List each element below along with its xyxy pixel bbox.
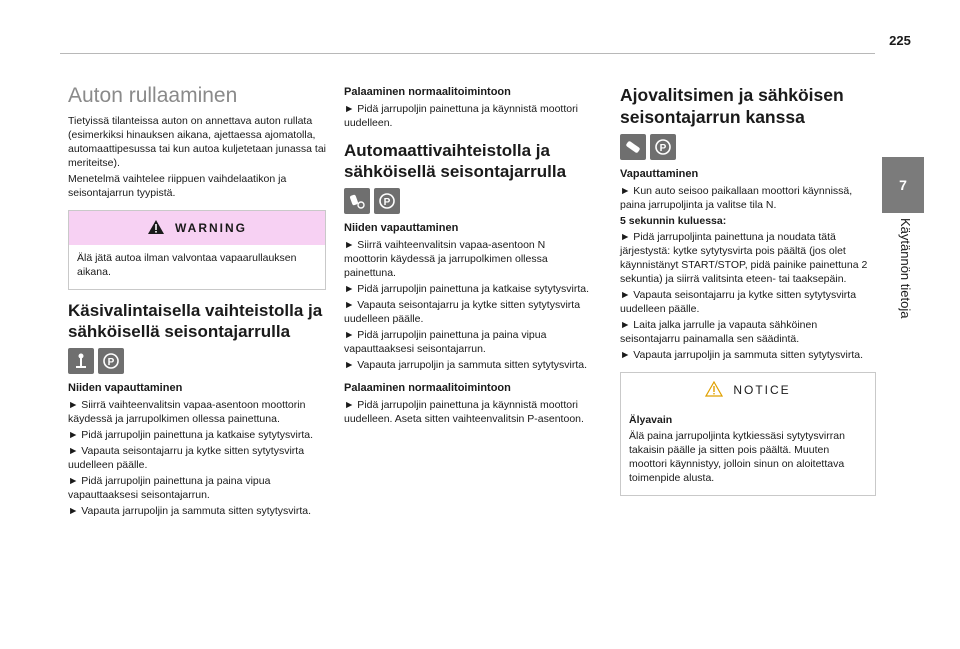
warning-text: Älä jätä autoa ilman valvontaa vapaarullauksen aikana. [77, 252, 297, 278]
section-title: Automaattivaihteistolla ja sähköisellä seisontajarrulla [344, 141, 567, 181]
page-number: 225 [889, 33, 911, 48]
header-rule [60, 53, 875, 54]
subheading: Palaaminen normaalitoimintoon [344, 382, 511, 394]
subheading: Niiden vapauttaminen [344, 222, 459, 234]
step: ► Vapauta seisontajarru ja kytke sitten sytytysvirta uudelleen päälle. [344, 299, 581, 325]
intro-paragraph: Tietyissä tilanteissa auton on annettava auton rullata (esimerkiksi hinauksen aikana, ajettaessa ajomatolla, automaattipesussa tai kun autoa kuljetetaan junassa tai meriteitse). [68, 115, 327, 169]
column-2 [344, 80, 590, 428]
step: ► Vapauta seisontajarru ja kytke sitten sytytysvirta uudelleen päälle. [68, 445, 305, 471]
chapter-tab[interactable]: 7 [882, 157, 924, 213]
parking-brake-icon [98, 348, 124, 374]
step: ► Pidä jarrupoljin painettuna ja käynnistä moottori uudelleen. Aseta sitten vaihteenvalitsin P-asentoon. [344, 399, 584, 425]
drive-selector-icon [620, 134, 646, 160]
step: ► Laita jalka jarrulle ja vapauta sähköinen seisontajarru painamalla sen säädintä. [620, 319, 818, 345]
icon-row [68, 348, 326, 374]
column-1 [68, 80, 326, 520]
notice-label: NOTICE [733, 383, 791, 397]
automatic-gear-icon [344, 188, 370, 214]
icon-row [620, 134, 876, 160]
step: ► Vapauta jarrupoljin ja sammuta sitten sytytysvirta. [344, 359, 588, 371]
parking-brake-icon [374, 188, 400, 214]
svg-text:P: P [383, 197, 391, 208]
step: ► Siirrä vaihteenvalitsin vapaa-asentoon moottorin käydessä ja jarrupolkimen ollessa painettuna. [68, 399, 306, 425]
warning-box [68, 210, 326, 290]
svg-text:P: P [659, 143, 667, 154]
notice-box [620, 372, 876, 496]
parking-brake-icon [650, 134, 676, 160]
step: ► Vapauta jarrupoljin ja sammuta sitten sytytysvirta. [68, 505, 312, 517]
chapter-title: Käytännön tietoja [898, 218, 913, 319]
step: ► Pidä jarrupoljin painettuna ja katkaise sytytysvirta. [344, 283, 590, 295]
notice-text: Älä paina jarrupoljinta kytkiessäsi sytytysvirran takaisin päälle ja sitten pois päältä. Muuten moottori käynnistyy, jolloin sinun on aloitettava toimenpide alusta. [629, 430, 845, 484]
warning-triangle-icon [147, 219, 165, 238]
subheading: Palaaminen normaalitoimintoon [344, 86, 511, 98]
subheading: Niiden vapauttaminen [68, 382, 183, 394]
step: ► Pidä jarrupoljin painettuna ja käynnistä moottori uudelleen. [344, 103, 578, 129]
svg-text:P: P [107, 357, 115, 368]
step: ► Siirrä vaihteenvalitsin vapaa-asentoon N moottorin käydessä ja jarrupolkimen ollessa painettuna. [344, 239, 548, 279]
step: ► Vapauta jarrupoljin ja sammuta sitten sytytysvirta. [620, 349, 864, 361]
step: ► Pidä jarrupoljin painettuna ja paina vipua vapauttaaksesi seisontajarrun. [68, 475, 271, 501]
notice-title: Älyavain [629, 414, 673, 426]
subheading: Vapauttaminen [620, 168, 699, 180]
step: ► Pidä jarrupoljinta painettuna ja noudata tätä järjestystä: kytke sytytysvirta pois päältä (jos olet käynnistänyt START/STOP, pidä painike painettuna 2 sekuntia) ja siirrä valitsinta eteen- tai taaksepäin. [620, 231, 868, 285]
section-title: Ajovalitsimen ja sähköisen seisontajarrun kanssa [620, 85, 844, 127]
icon-row [344, 188, 590, 214]
step: ► Vapauta seisontajarru ja kytke sitten sytytysvirta uudelleen päälle. [620, 289, 857, 315]
step: ► Kun auto seisoo paikallaan moottori käynnissä, paina jarrupoljinta ja valitse tila N. [620, 185, 853, 211]
column-3 [620, 80, 876, 504]
page-title: Auton rullaaminen [68, 84, 238, 107]
step: ► Pidä jarrupoljin painettuna ja paina vipua vapauttaaksesi seisontajarrun. [344, 329, 547, 355]
notice-triangle-icon [705, 381, 723, 400]
step: ► Pidä jarrupoljin painettuna ja katkaise sytytysvirta. [68, 429, 314, 441]
step-note: 5 sekunnin kuluessa: [620, 215, 727, 227]
intro-paragraph: Menetelmä vaihtelee riippuen vaihdelaatikon ja seisontajarrun tyypistä. [68, 173, 287, 199]
manual-gear-icon [68, 348, 94, 374]
warning-label: WARNING [175, 221, 247, 235]
section-title: Käsivalintaisella vaihteistolla ja sähköisellä seisontajarrulla [68, 301, 323, 341]
